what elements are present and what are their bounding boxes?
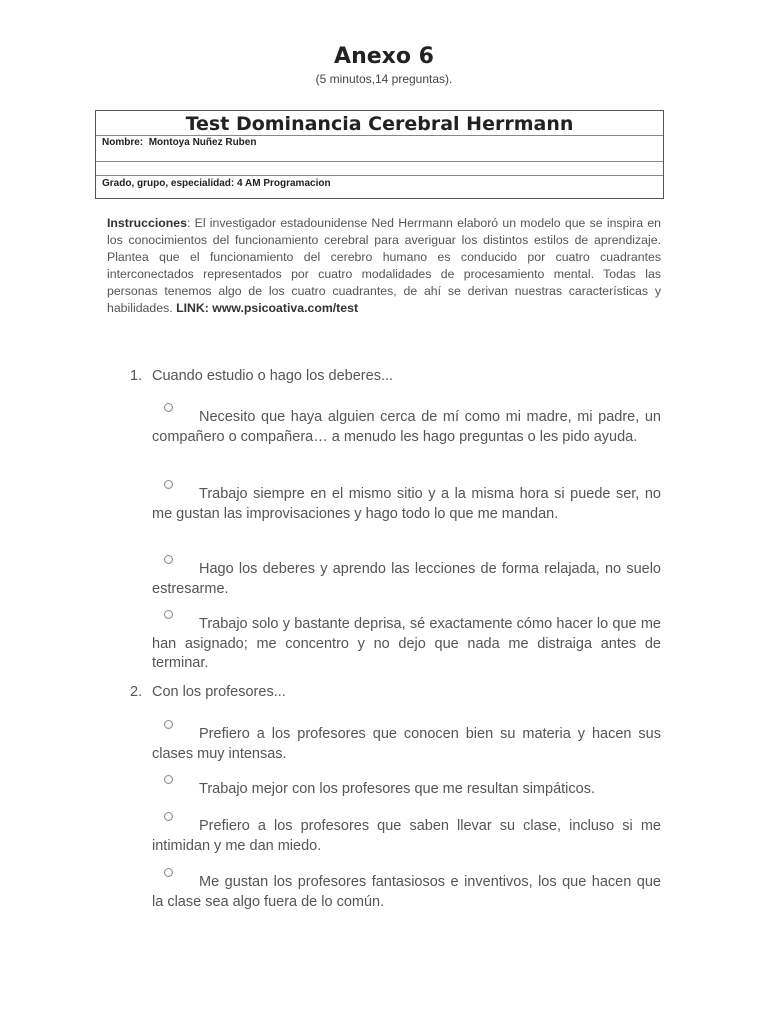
radio-button-icon[interactable] (164, 403, 173, 412)
radio-button-icon[interactable] (164, 868, 173, 877)
page-subtitle: (5 minutos,14 preguntas). (315, 72, 453, 86)
option-text: Prefiero a los profesores que conocen bien su materia y hacen sus clases muy intensas. (152, 726, 661, 762)
name-value[interactable]: Montoya Nuñez Ruben (148, 137, 257, 148)
student-info-table (95, 110, 664, 199)
radio-button-icon[interactable] (164, 480, 173, 489)
question-2 (130, 684, 286, 700)
option-text: Trabajo mejor con los profesores que me resultan simpáticos. (199, 781, 595, 797)
radio-button-icon[interactable] (164, 555, 173, 564)
grade-value[interactable]: 4 AM Programacion (237, 178, 331, 189)
option-text: Trabajo solo y bastante deprisa, sé exactamente cómo hacer lo que me han asignado; me concentro y no dejo que nada me distraiga antes de terminar. (152, 616, 661, 671)
question-1-option-3[interactable] (152, 560, 661, 599)
option-text: Hago los deberes y aprendo las lecciones de forma relajada, no suelo estresarme. (152, 561, 661, 597)
option-text: Me gustan los profesores fantasiosos e inventivos, los que hacen que la clase sea algo fuera de lo común. (152, 874, 661, 910)
question-1-option-2[interactable] (152, 485, 661, 524)
option-text: Trabajo siempre en el mismo sitio y a la misma hora si puede ser, no me gustan las improvisaciones y hago todo lo que me mandan. (152, 486, 661, 522)
question-2-option-3[interactable] (152, 817, 661, 856)
question-1-option-1[interactable] (152, 408, 661, 447)
question-number: 2. (130, 684, 143, 700)
test-title: Test Dominancia Cerebral Herrmann (96, 111, 663, 136)
instructions-text: : El investigador estadounidense Ned Herrmann elaboró un modelo que se inspira en los conocimientos del funcionamiento cerebral para averiguar los distintos estilos de aprendizaje. Plantea que el funcionamiento del cerebro humano es conducido por cuatro cuadrantes interconectados representados por cuatro modalidades de procesamiento mental. Todas las personas tenemos algo de los cuatro cuadrantes, de ahí se derivan nuestras características y habilidades. (107, 216, 661, 315)
blank-row (96, 162, 663, 176)
radio-button-icon[interactable] (164, 812, 173, 821)
grade-label: Grado, grupo, especialidad: (102, 178, 235, 189)
question-2-option-4[interactable] (152, 873, 661, 912)
instructions-link[interactable]: LINK: www.psicoativa.com/test (176, 301, 359, 315)
page-title: Anexo 6 (334, 44, 434, 69)
question-1 (130, 368, 393, 384)
question-text: Cuando estudio o hago los deberes... (152, 368, 394, 384)
instructions-paragraph (107, 215, 661, 317)
option-text: Necesito que haya alguien cerca de mí como mi madre, mi padre, un compañero o compañera… a menudo les hago preguntas o les pido ayuda. (152, 409, 661, 445)
option-text: Prefiero a los profesores que saben llevar su clase, incluso si me intimidan y me dan miedo. (152, 818, 661, 854)
radio-button-icon[interactable] (164, 775, 173, 784)
radio-button-icon[interactable] (164, 720, 173, 729)
question-2-option-1[interactable] (152, 725, 661, 764)
name-label: Nombre: (102, 137, 144, 148)
grade-row (96, 176, 663, 198)
name-row (96, 136, 663, 162)
radio-button-icon[interactable] (164, 610, 173, 619)
question-number: 1. (130, 368, 143, 384)
question-1-option-4[interactable] (152, 615, 661, 674)
question-text: Con los profesores... (152, 684, 286, 700)
instructions-label: Instrucciones (107, 216, 187, 230)
question-2-option-2[interactable] (152, 780, 661, 800)
